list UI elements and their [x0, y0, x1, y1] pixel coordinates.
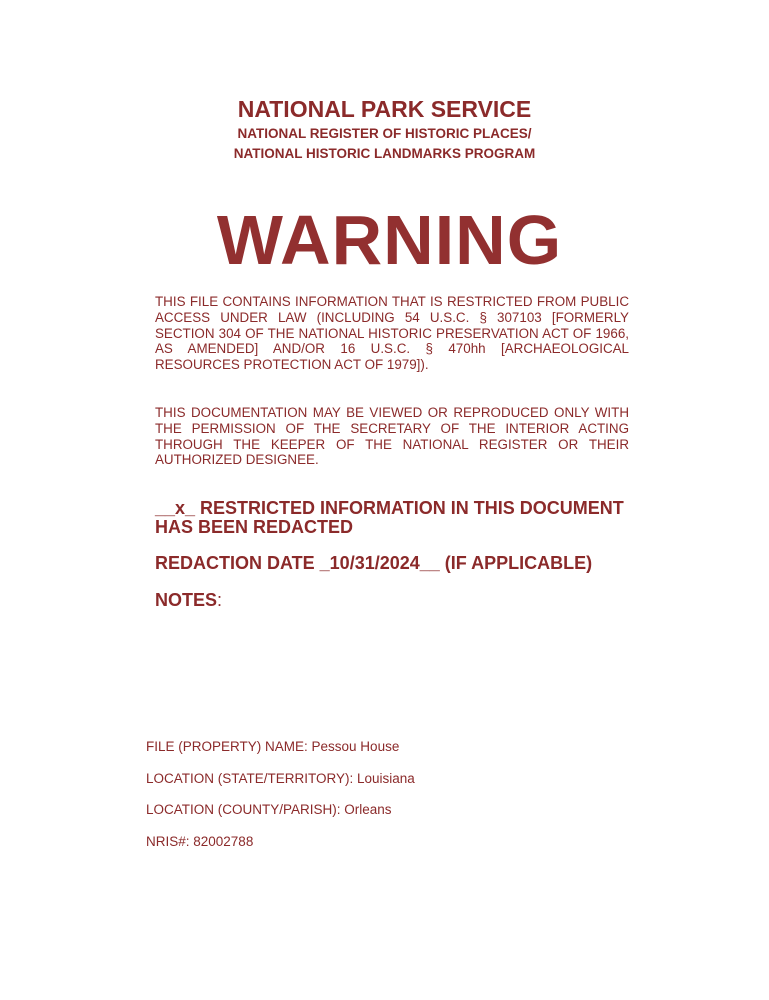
redacted-statement-line-2: HAS BEEN REDACTED — [155, 517, 354, 537]
notes-label — [155, 591, 655, 610]
redacted-statement-line-1: __x_ RESTRICTED INFORMATION IN THIS DOCUMENT — [155, 498, 624, 518]
notes-label-text: NOTES — [155, 590, 218, 610]
nris-number: NRIS#: 82002788 — [146, 834, 254, 849]
location-county: LOCATION (COUNTY/PARISH): Orleans — [146, 802, 392, 817]
redaction-date: REDACTION DATE _10/31/2024__ (IF APPLICABLE) — [155, 553, 593, 573]
program-title-line-1: NATIONAL REGISTER OF HISTORIC PLACES/ — [237, 126, 532, 141]
program-title-line-2: NATIONAL HISTORIC LANDMARKS PROGRAM — [233, 146, 536, 161]
file-property-name: FILE (PROPERTY) NAME: Pessou House — [146, 739, 400, 754]
location-state: LOCATION (STATE/TERRITORY): Louisiana — [146, 771, 415, 786]
notes-colon: : — [217, 590, 223, 610]
permission-paragraph: THIS DOCUMENTATION MAY BE VIEWED OR REPRODUCED ONLY WITH THE PERMISSION OF THE SECRETARY OF THE INTERIOR ACTING THROUGH THE KEEPER OF THE NATIONAL REGISTER OR THEIR AUTHORIZED DESIGNEE. — [155, 405, 629, 468]
agency-title: NATIONAL PARK SERVICE — [237, 96, 532, 122]
warning-heading: WARNING — [216, 201, 563, 279]
restriction-paragraph: THIS FILE CONTAINS INFORMATION THAT IS RESTRICTED FROM PUBLIC ACCESS UNDER LAW (INCLUDING 54 U.S.C. § 307103 [FORMERLY SECTION 304 OF THE NATIONAL HISTORIC PRESERVATION ACT OF 1966, AS AMENDED] AND/OR 16 U.S.C. § 470hh [ARCHAEOLOGICAL RESOURCES PROTECTION ACT OF 1979]). — [155, 294, 629, 373]
